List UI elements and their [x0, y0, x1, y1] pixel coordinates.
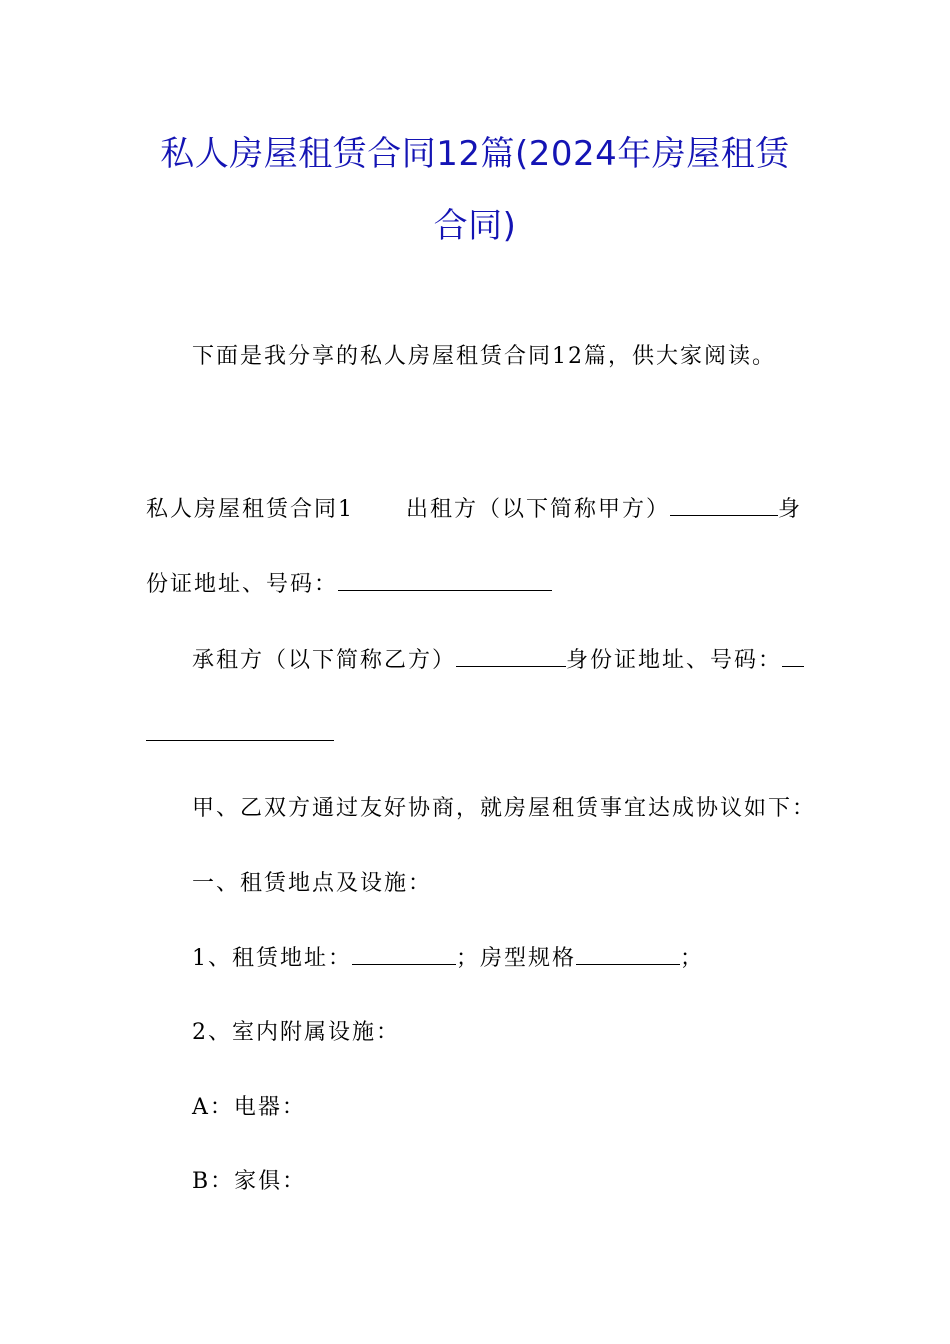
lessor-id-label: 份证地址、号码：	[146, 572, 339, 597]
contract-heading: 私人房屋租赁合同1	[146, 497, 354, 522]
rental-address-label: 1、租赁地址：	[192, 946, 352, 971]
lessee-line	[192, 646, 804, 675]
lessee-id-label: 身份证地址、号码：	[566, 648, 783, 673]
room-type-blank	[576, 944, 680, 965]
document-title-line-1: 私人房屋租赁合同12篇(2024年房屋租赁	[160, 134, 790, 174]
item-1-end: ；	[680, 946, 705, 971]
lessor-line	[146, 495, 802, 524]
lessor-label: 出租方（以下简称甲方）	[406, 497, 671, 522]
item-b-line: B：家俱：	[192, 1169, 307, 1194]
intro-paragraph: 下面是我分享的私人房屋租赁合同12篇，供大家阅读。	[192, 344, 776, 369]
lessee-name-blank	[456, 646, 566, 667]
agreement-paragraph: 甲、乙双方通过友好协商，就房屋租赁事宜达成协议如下：	[192, 796, 817, 821]
section-heading-1: 一、租赁地点及设施：	[192, 871, 433, 896]
lessor-id-blank	[338, 570, 552, 591]
document-title-line-2: 合同)	[433, 206, 517, 246]
item-2-line: 2、室内附属设施：	[192, 1020, 400, 1045]
room-type-label: ；房型规格	[456, 946, 577, 971]
item-1-line	[192, 944, 704, 973]
lessor-id-label-start: 身	[778, 497, 803, 522]
lessee-id-line	[146, 720, 334, 749]
lessee-id-blank	[146, 720, 334, 741]
rental-address-blank	[352, 944, 456, 965]
lessor-id-line	[146, 570, 552, 599]
item-a-line: A：电器：	[192, 1095, 306, 1120]
lessee-id-blank-start	[782, 646, 804, 667]
lessee-label: 承租方（以下简称乙方）	[192, 648, 457, 673]
lessor-name-blank	[670, 495, 778, 516]
